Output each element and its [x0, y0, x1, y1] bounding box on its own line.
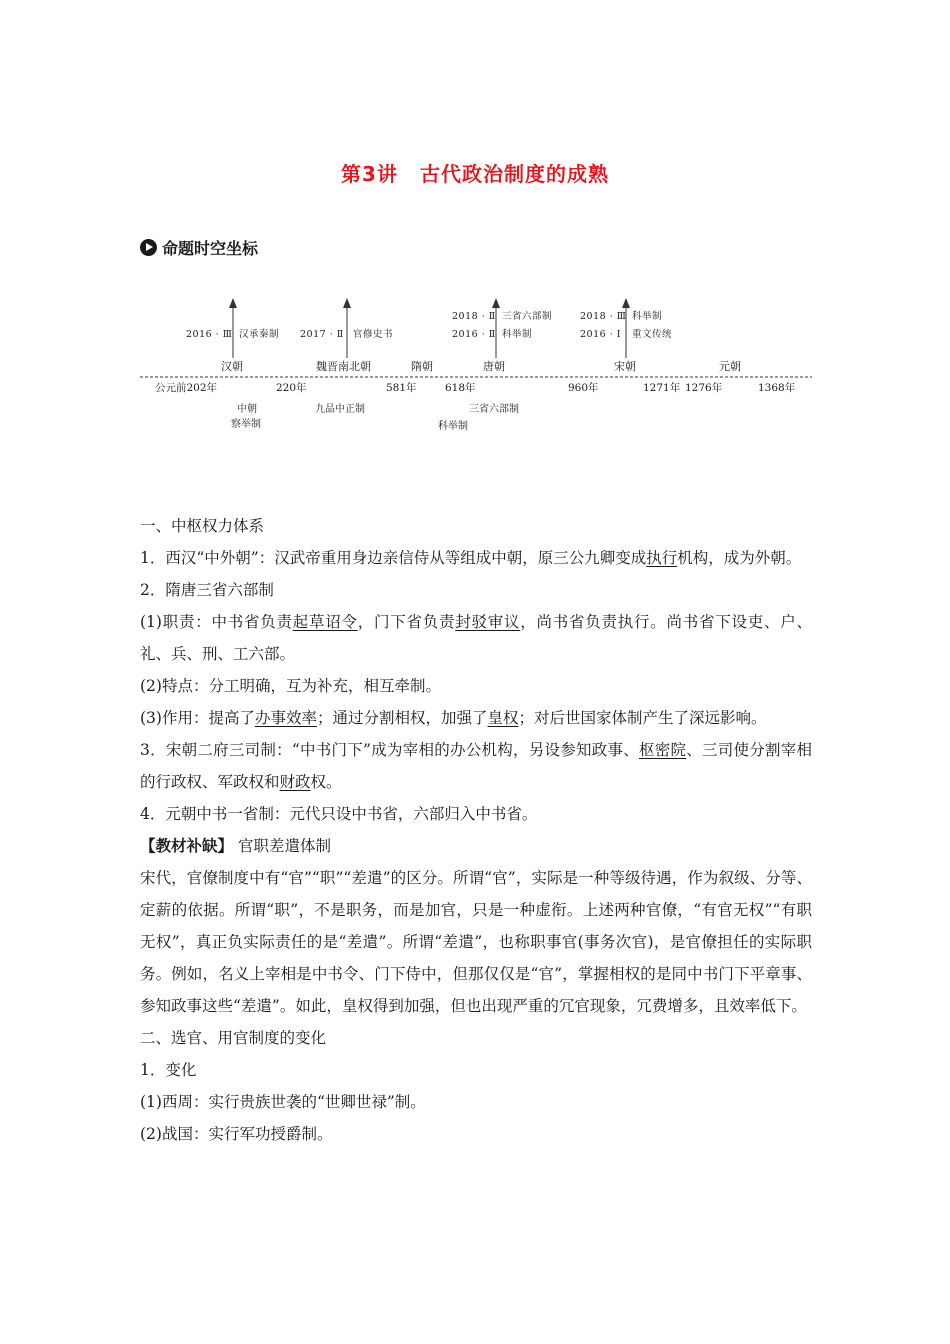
era-label: 唐朝: [483, 360, 505, 373]
exam-code: 2018 · Ⅱ: [452, 311, 496, 322]
paragraph: (1)西周：实行贵族世袭的“世卿世禄”制。: [140, 1093, 426, 1111]
lecture-number: 第3讲: [341, 162, 398, 186]
play-icon: [140, 239, 157, 256]
paragraph: 3．宋朝二府三司制：“中书门下”成为宰相的办公机构，另设参知政事、枢密院、三司使分割宰相的行政权、军政权和财政权。: [140, 741, 812, 791]
system-label: 中朝: [237, 404, 257, 415]
exam-code: 2017 · Ⅱ: [300, 329, 344, 340]
year-label: 220年: [276, 382, 307, 394]
paragraph: 4．元朝中书一省制：元代只设中书省，六部归入中书省。: [140, 805, 538, 823]
exam-topic: 科举制: [502, 329, 533, 340]
era-label: 魏晋南北朝: [316, 360, 371, 373]
paragraph: 2．隋唐三省六部制: [140, 581, 274, 599]
section-heading: 一、中枢权力体系: [140, 517, 265, 535]
supplement-title: 官职差遣体制: [237, 837, 331, 855]
supplement-label: 【教材补缺】: [140, 837, 234, 855]
paragraph: (3)作用：提高了办事效率；通过分割相权，加强了皇权；对后世国家体制产生了深远影响。: [140, 709, 767, 727]
year-label: 618年: [445, 382, 476, 394]
paragraph: 1．西汉“中外朝”：汉武帝重用身边亲信侍从等组成中朝，原三公九卿变成执行机构，成为外朝。: [140, 549, 802, 567]
exam-code: 2016 · Ⅲ: [186, 329, 233, 340]
system-label: 九品中正制: [315, 404, 365, 415]
timeline-diagram: [140, 290, 820, 450]
page-title: [0, 158, 950, 187]
era-label: 宋朝: [614, 360, 636, 373]
year-label: 1368年: [758, 382, 796, 394]
exam-topic: 三省六部制: [502, 311, 553, 322]
exam-topic: 重文传统: [632, 329, 673, 340]
year-label: 581年: [386, 382, 417, 394]
year-label: 1276年: [685, 382, 723, 394]
paragraph: (2)战国：实行军功授爵制。: [140, 1125, 333, 1143]
main-content: [140, 510, 812, 1150]
system-label: 科举制: [438, 421, 468, 432]
paragraph: (2)特点：分工明确，互为补充，相互牵制。: [140, 677, 441, 695]
paragraph: 宋代，官僚制度中有“官”“职”“差遣”的区分。所谓“官”，实际是一种等级待遇，作为叙级、分等、定薪的依据。所谓“职”，不是职务，而是加官，只是一种虚衔。上述两种官僚，“有官无权”“有职无权”，真正负实际责任的是“差遣”。所谓“差遣”，也称职事官(事务次官)，是官僚担任的实际职务。例如，名义上宰相是中书令、门下侍中，但那仅仅是“官”，掌握相权的是同中书门下平章事、参知政事这些“差遣”。如此，皇权得到加强，但也出现严重的冗官现象，冗费增多，且效率低下。: [140, 869, 812, 1015]
supplement-heading: [140, 830, 812, 862]
exam-code: 2016 · Ⅱ: [452, 329, 496, 340]
year-label: 公元前202年: [155, 382, 218, 394]
exam-code: 2016 · Ⅰ: [580, 329, 621, 340]
paragraph: (1)职责：中书省负责起草诏令，门下省负责封驳审议，尚书省负责执行。尚书省下设吏、户、礼、兵、刑、工六部。: [140, 613, 812, 663]
system-label: 察举制: [231, 419, 261, 430]
section-header-label: 命题时空坐标: [162, 239, 259, 258]
exam-topic: 汉承秦制: [239, 329, 280, 340]
era-label: 隋朝: [411, 360, 433, 373]
year-label: 960年: [568, 382, 599, 394]
paragraph: 1．变化: [140, 1061, 197, 1079]
lecture-topic: 古代政治制度的成熟: [419, 162, 609, 186]
era-label: 汉朝: [221, 360, 243, 373]
exam-topic: 官修史书: [353, 329, 394, 340]
section-header: [140, 236, 258, 259]
year-label: 1271年: [643, 382, 681, 394]
era-label: 元朝: [719, 360, 741, 373]
system-label: 三省六部制: [469, 404, 519, 415]
exam-topic: 科举制: [632, 311, 663, 322]
section-heading: 二、选官、用官制度的变化: [140, 1029, 327, 1047]
exam-code: 2018 · Ⅲ: [580, 311, 627, 322]
